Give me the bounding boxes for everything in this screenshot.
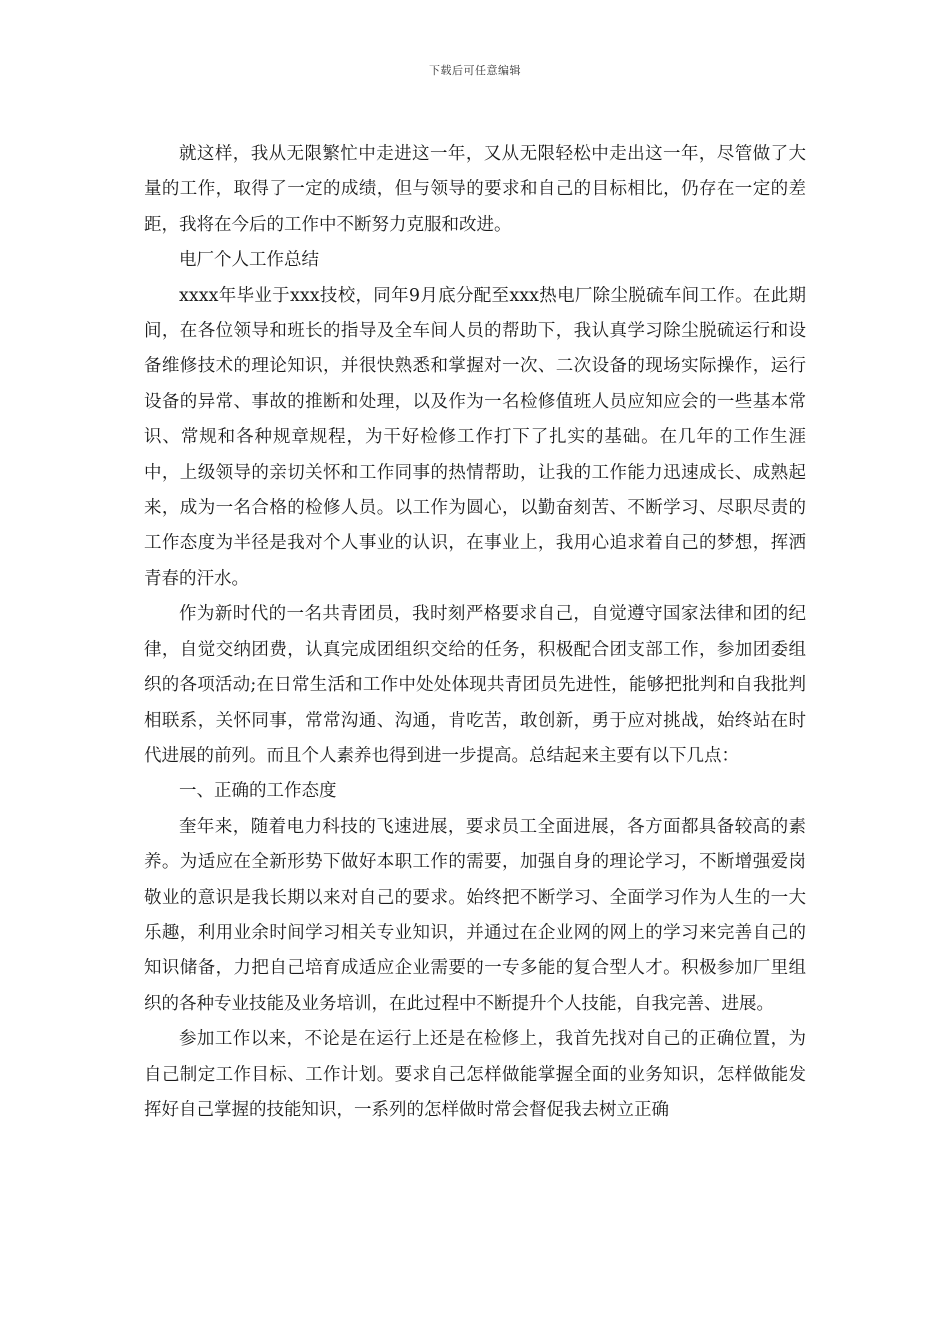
document-body: [144, 137, 806, 1128]
paragraph-league-member: 作为新时代的一名共青团员，我时刻严格要求自己，自觉遵守国家法律和团的纪律，自觉交纳团费，认真完成团组织交给的任务，积极配合团支部工作，参加团委组织的各项活动;在日常生活和工作中处处体现共青团员先进性，能够把批判和自我批判相联系，关怀同事，常常沟通、沟通，肯吃苦，敢创新，勇于应对挑战，始终站在时代进展的前列。而且个人素养也得到进一步提高。总结起来主要有以下几点：: [144, 604, 806, 766]
subsection-title-attitude: 一、正确的工作态度: [179, 781, 337, 802]
paragraph-career-background: xxxx年毕业于xxx技校，同年9月底分配至xxx热电厂除尘脱硫车间工作。在此期间，在各位领导和班长的指导及全车间人员的帮助下，我认真学习除尘脱硫运行和设备维修技术的理论知识，并很快熟悉和掌握对一次、二次设备的现场实际操作，运行设备的异常、事故的推断和处理，以及作为一名检修值班人员应知应会的一些基本常识、常规和各种规章规程，为干好检修工作打下了扎实的基础。在几年的工作生涯中，上级领导的亲切关怀和工作同事的热情帮助，让我的工作能力迅速成长、成熟起来，成为一名合格的检修人员。以工作为圆心，以勤奋刻苦、不断学习、尽职尽责的工作态度为半径是我对个人事业的认识，在事业上，我用心追求着自己的梦想，挥洒青春的汗水。: [144, 285, 806, 589]
paragraph-work-goals: 参加工作以来，不论是在运行上还是在检修上，我首先找对自己的正确位置，为自己制定工作目标、工作计划。要求自己怎样做能掌握全面的业务知识，怎样做能发挥好自己掌握的技能知识，一系列的怎样做时常会督促我去树立正确: [144, 1029, 806, 1120]
paragraph-learning: 奎年来，随着电力科技的飞速进展，要求员工全面进展，各方面都具备较高的素养。为适应在全新形势下做好本职工作的需要，加强自身的理论学习，不断增强爱岗敬业的意识是我长期以来对自己的要求。始终把不断学习、全面学习作为人生的一大乐趣，利用业余时间学习相关专业知识，并通过在企业网的网上的学习来完善自己的知识储备，力把自己培育成适应企业需要的一专多能的复合型人才。积极参加厂里组织的各种专业技能及业务培训，在此过程中不断提升个人技能，自我完善、进展。: [144, 816, 806, 1014]
paragraph-closing-summary: 就这样，我从无限繁忙中走进这一年，又从无限轻松中走出这一年，尽管做了大量的工作，取得了一定的成绩，但与领导的要求和自己的目标相比，仍存在一定的差距，我将在今后的工作中不断努力克服和改进。: [144, 144, 806, 235]
page-header: 下载后可任意编辑: [429, 64, 521, 77]
section-title: 电厂个人工作总结: [179, 250, 319, 271]
